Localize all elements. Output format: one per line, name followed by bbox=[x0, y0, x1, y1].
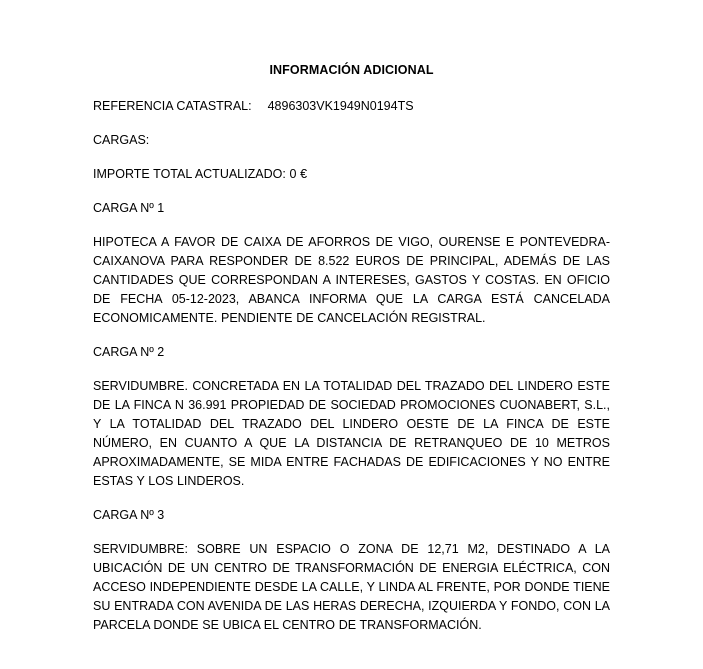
total-amount-line: IMPORTE TOTAL ACTUALIZADO: 0 € bbox=[93, 167, 308, 182]
charge-2-body: SERVIDUMBRE. CONCRETADA EN LA TOTALIDAD DEL TRAZADO DEL LINDERO ESTE DE LA FINCA N 36.991 PROPIEDAD DE SOCIEDAD PROMOCIONES CUONABERT, S.L., Y LA TOTALIDAD DEL TRAZADO DEL LINDERO OESTE DE LA FINCA DE ESTE NÚMERO, EN CUANTO A QUE LA DISTANCIA DE RETRANQUEO DE 10 METROS APROXIMADAMENTE, SE MIDA ENTRE FACHADAS DE EDIFICACIONES Y NO ENTRE ESTAS Y LOS LINDEROS. bbox=[93, 379, 610, 489]
charge-3-heading: CARGA Nº 3 bbox=[93, 508, 165, 523]
cadastral-reference-line bbox=[93, 97, 610, 116]
charge-1-heading: CARGA Nº 1 bbox=[93, 201, 165, 216]
charge-3-body: SERVIDUMBRE: SOBRE UN ESPACIO O ZONA DE 12,71 M2, DESTINADO A LA UBICACIÓN DE UN CENTRO DE TRANSFORMACIÓN DE ENERGIA ELÉCTRICA, CON ACCESO INDEPENDIENTE DESDE LA CALLE, Y LINDA AL FRENTE, POR DONDE TIENE SU ENTRADA CON AVENIDA DE LAS HERAS DERECHA, IZQUIERDA Y FONDO, CON LA PARCELA DONDE SE UBICA EL CENTRO DE TRANSFORMACIÓN. bbox=[93, 542, 610, 633]
cadastral-reference-value: 4896303VK1949N0194TS bbox=[267, 99, 414, 114]
cadastral-reference-label: REFERENCIA CATASTRAL: bbox=[93, 99, 252, 114]
charge-1-body: HIPOTECA A FAVOR DE CAIXA DE AFORROS DE VIGO, OURENSE E PONTEVEDRA-CAIXANOVA PARA RESPONDER DE 8.522 EUROS DE PRINCIPAL, ADEMÁS DE LAS CANTIDADES QUE CORRESPONDAN A INTERESES, GASTOS Y COSTAS. EN OFICIO DE FECHA 05-12-2023, ABANCA INFORMA QUE LA CARGA ESTÁ CANCELADA ECONOMICAMENTE. PENDIENTE DE CANCELACIÓN REGISTRAL. bbox=[93, 235, 610, 326]
charge-2-heading: CARGA Nº 2 bbox=[93, 345, 165, 360]
charges-label: CARGAS: bbox=[93, 133, 150, 148]
page-title: INFORMACIÓN ADICIONAL bbox=[269, 63, 434, 77]
